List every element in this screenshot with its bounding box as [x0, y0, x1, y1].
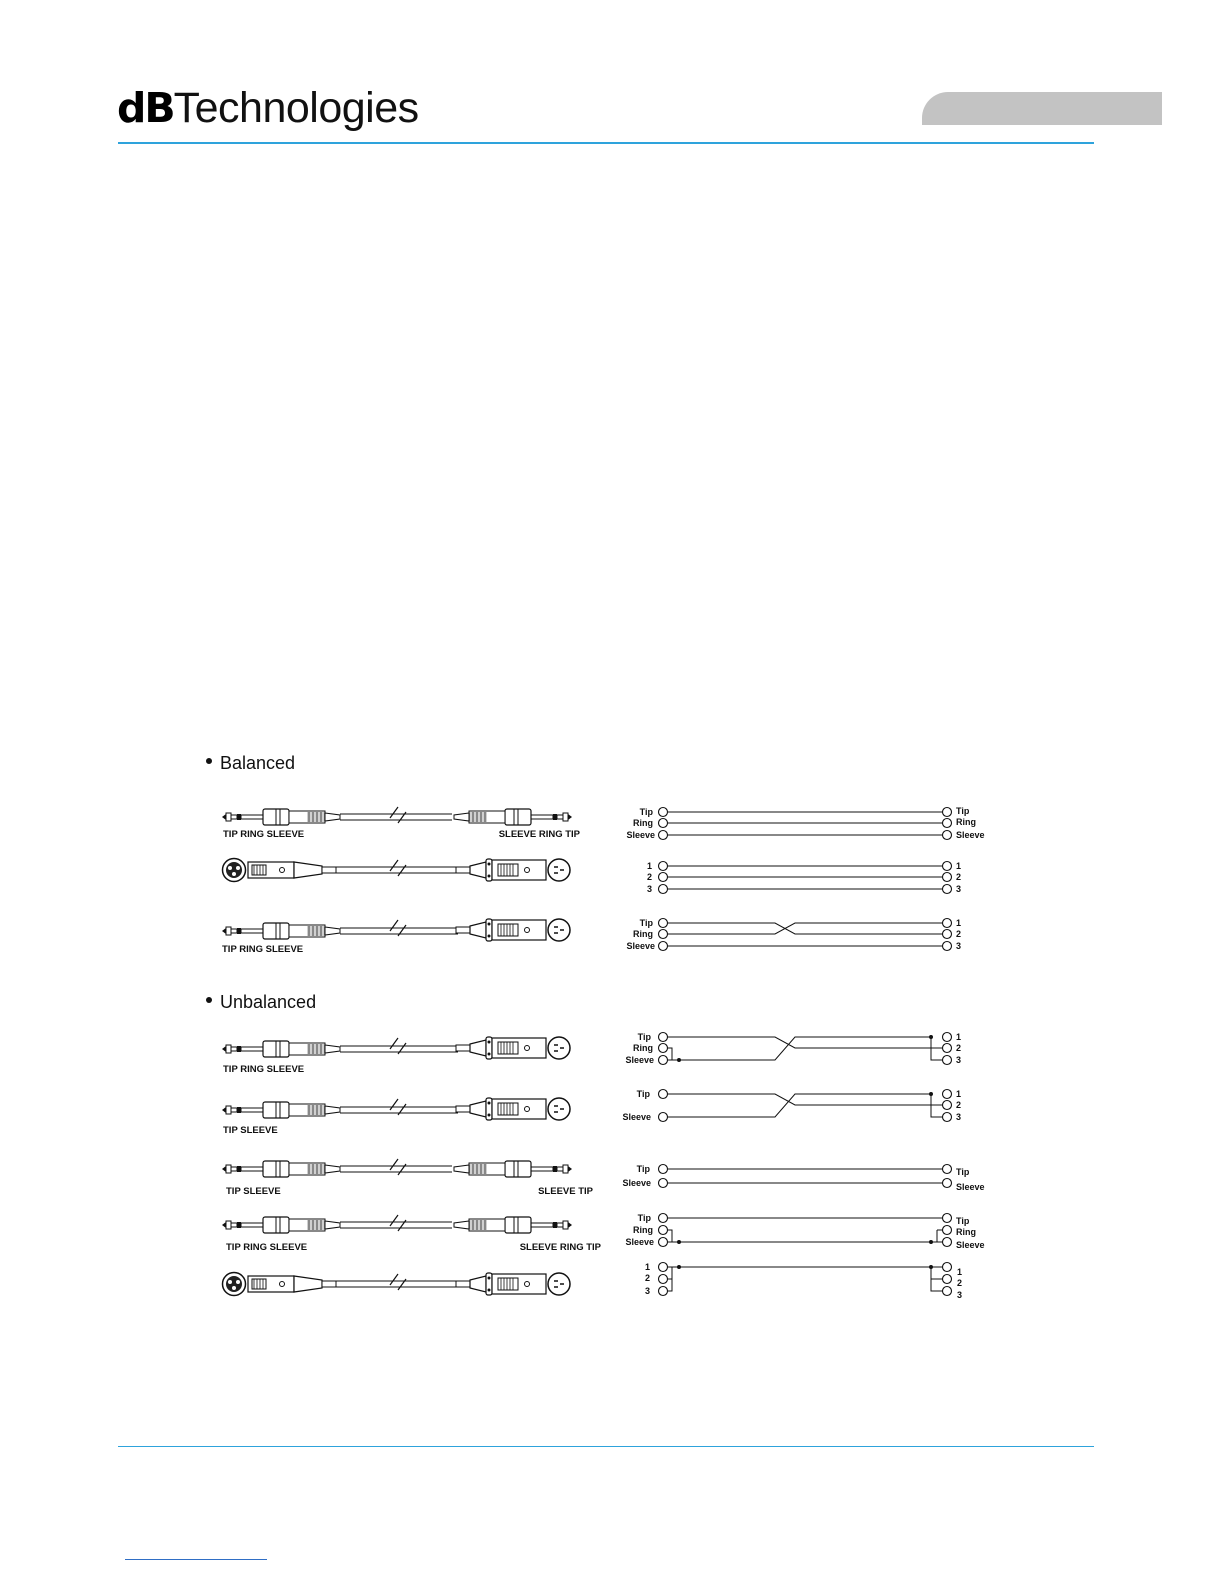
s5-left-sleeve: Sleeve [622, 1112, 651, 1122]
s2-right-3: 3 [956, 884, 962, 894]
s4-right-3: 3 [956, 1055, 962, 1065]
s7-right-tip: Tip [956, 1216, 970, 1226]
s4-right-1: 1 [956, 1032, 962, 1042]
cable-drawings [222, 807, 572, 1296]
footer-link-underline[interactable] [125, 1559, 267, 1560]
section-unbalanced-title: Unbalanced [220, 992, 317, 1012]
cable-6-left-label: TIP SLEEVE [226, 1186, 281, 1197]
s2-right-1: 1 [956, 861, 962, 871]
s1-left-ring: Ring [633, 818, 653, 828]
s8-left-3: 3 [644, 1286, 650, 1296]
s1-right-ring: Ring [956, 817, 976, 827]
cable-6-right-label: SLEEVE TIP [538, 1186, 593, 1197]
s6-right-tip: Tip [956, 1167, 970, 1177]
s3-left-sleeve: Sleeve [626, 941, 655, 951]
s4-left-sleeve: Sleeve [625, 1055, 654, 1065]
cable-7-left-label: TIP RING SLEEVE [226, 1242, 308, 1253]
s7-right-sleeve: Sleeve [956, 1240, 985, 1250]
s3-left-tip: Tip [639, 918, 653, 928]
s1-right-tip: Tip [956, 806, 970, 816]
footer-rule [118, 1446, 1094, 1447]
s8-right-1: 1 [957, 1267, 963, 1277]
s3-left-ring: Ring [633, 929, 653, 939]
s2-left-3: 3 [646, 884, 652, 894]
cable-4-left-label: TIP RING SLEEVE [223, 1064, 305, 1075]
s4-left-ring: Ring [633, 1043, 653, 1053]
s8-right-2: 2 [957, 1278, 963, 1288]
s1-left-tip: Tip [639, 807, 653, 817]
cable-5-left-label: TIP SLEEVE [223, 1125, 278, 1136]
s6-left-tip: Tip [636, 1164, 650, 1174]
s2-left-2: 2 [646, 872, 652, 882]
s5-right-3: 3 [956, 1112, 962, 1122]
s4-left-tip: Tip [637, 1032, 651, 1042]
s8-right-3: 3 [957, 1290, 963, 1300]
section-balanced-title: Balanced [220, 753, 296, 773]
s5-right-1: 1 [956, 1089, 962, 1099]
cable-3-left-label: TIP RING SLEEVE [222, 944, 304, 955]
s5-right-2: 2 [956, 1100, 962, 1110]
s8-left-2: 2 [644, 1273, 650, 1283]
s3-right-1: 1 [956, 918, 962, 928]
s2-right-2: 2 [956, 872, 962, 882]
logo-technologies: Technologies [173, 84, 419, 132]
s1-left-sleeve: Sleeve [626, 830, 655, 840]
cable-1-left-label: TIP RING SLEEVE [223, 829, 305, 840]
s1-right-sleeve: Sleeve [956, 830, 985, 840]
cable-7-right-label: SLEEVE RING TIP [519, 1242, 601, 1253]
s7-left-sleeve: Sleeve [625, 1237, 654, 1247]
wiring-schematics [667, 812, 943, 1291]
s4-right-2: 2 [956, 1043, 962, 1053]
s6-left-sleeve: Sleeve [622, 1178, 651, 1188]
s7-left-ring: Ring [633, 1225, 653, 1235]
s5-left-tip: Tip [636, 1089, 650, 1099]
s7-right-ring: Ring [956, 1227, 976, 1237]
logo-db: dB [117, 84, 174, 132]
cable-1-right-label: SLEEVE RING TIP [498, 829, 580, 840]
s8-left-1: 1 [644, 1262, 650, 1272]
s3-right-3: 3 [956, 941, 962, 951]
s6-right-sleeve: Sleeve [956, 1182, 985, 1192]
s7-left-tip: Tip [637, 1213, 651, 1223]
s2-left-1: 1 [646, 861, 652, 871]
s3-right-2: 2 [956, 929, 962, 939]
